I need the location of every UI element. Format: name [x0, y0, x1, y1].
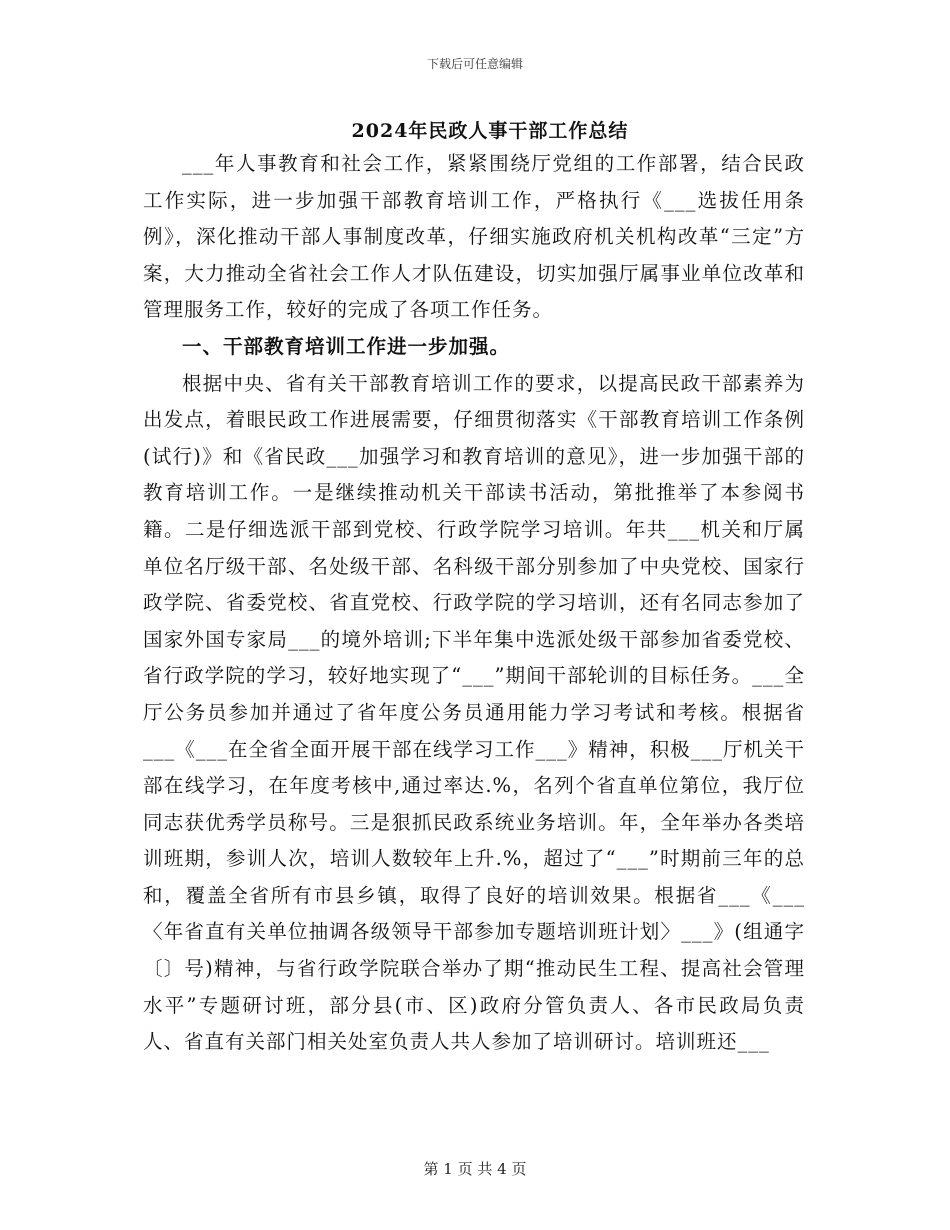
section-heading: 一、干部教育培训工作进一步加强。 [182, 334, 511, 358]
section-paragraph: 根据中央、省有关干部教育培训工作的要求，以提高民政干部素养为出发点，着眼民政工作进展需要，仔细贯彻落实《干部教育培训工作条例(试行)》和《省民政___加强学习和教育培训的意见》，进一步加强干部的教育培训工作。一是继续推动机关干部读书活动，第批推举了本参阅书籍。二是仔细选派干部到党校、行政学院学习培训。年共___机关和厅属单位名厅级干部、名处级干部、名科级干部分别参加了中央党校、国家行政学院、省委党校、省直党校、行政学院的学习培训，还有名同志参加了国家外国专家局___的境外培训;下半年集中选派处级干部参加省委党校、省行政学院的学习，较好地实现了“___”期间干部轮训的目标任务。___全厅公务员参加并通过了省年度公务员通用能力学习考试和考核。根据省___《___在全省全面开展干部在线学习工作___》精神，积极___厅机关干部在线学习，在年度考核中,通过率达.%，名列个省直单位第位，我厅位同志获优秀学员称号。三是狠抓民政系统业务培训。年，全年举办各类培训班期，参训人次，培训人数较年上升.%，超过了“___”时期前三年的总和，覆盖全省所有市县乡镇，取得了良好的培训效果。根据省___《___〈年省直有关单位抽调各级领导干部参加专题培训班计划〉___》(组通字〔〕号)精神，与省行政学院联合举办了期“推动民生工程、提高社会管理水平”专题研讨班，部分县(市、区)政府分管负责人、各市民政局负责人、省直有关部门相关处室负责人共人参加了培训研讨。培训班还___ [143, 371, 806, 1054]
document-title: 2024年民政人事干部工作总结 [351, 120, 629, 142]
header-note: 下载后可任意编辑 [426, 57, 523, 71]
document-body [143, 146, 805, 1061]
intro-paragraph: ___年人事教育和社会工作，紧紧围绕厅党组的工作部署，结合民政工作实际，进一步加强干部教育培训工作，严格执行《___选拔任用条例》，深化推动干部人事制度改革，仔细实施政府机关机构改革“三定”方案，大力推动全省社会工作人才队伍建设，切实加强厅属事业单位改革和管理服务工作，较好的完成了各项工作任务。 [143, 152, 805, 322]
page-number: 第 1 页 共 4 页 [423, 1160, 527, 1178]
